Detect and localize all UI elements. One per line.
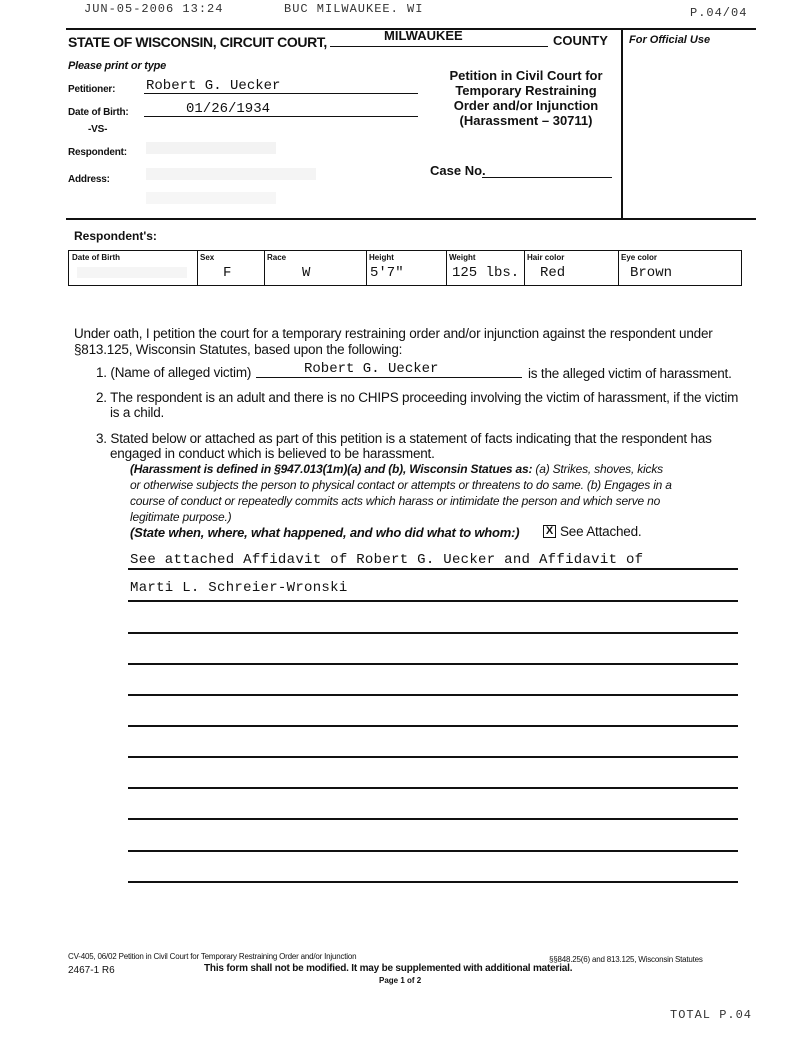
- petitioner-underline: [144, 93, 418, 94]
- definition-line3: course of conduct or repeatedly commits acts which harass or intimidate the person and which serve no: [130, 494, 661, 508]
- statement-prompt: (State when, where, what happened, and who did what to whom:): [130, 525, 520, 540]
- dob-label: Date of Birth:: [68, 107, 129, 118]
- cell-hair-color[interactable]: [524, 251, 618, 285]
- see-attached-label: See Attached.: [560, 524, 642, 539]
- intro-line2: §813.125, Wisconsin Statutes, based upon the following:: [74, 342, 403, 357]
- print-instruction: Please print or type: [68, 60, 167, 72]
- cell-weight[interactable]: [446, 251, 524, 285]
- victim-name-underline: [256, 377, 522, 378]
- county-name: MILWAUKEE: [384, 28, 463, 43]
- footer-form-id: CV-405, 06/02 Petition in Civil Court for Temporary Restraining Order and/or Injunction: [68, 952, 357, 961]
- respondent-table-heading: Respondent's:: [74, 229, 157, 243]
- footer-page-of: Page 1 of 2: [379, 976, 422, 985]
- definition-line4: legitimate purpose.): [130, 510, 232, 524]
- col-header-sex: Sex: [200, 253, 215, 262]
- height-value: 5'7": [370, 265, 404, 281]
- petitioner-label: Petitioner:: [68, 84, 116, 95]
- footer-statutes: §§848.25(6) and 813.125, Wisconsin Statutes: [549, 955, 703, 964]
- footer-form-number: 2467-1 R6: [68, 965, 115, 976]
- blank-line-8[interactable]: [128, 787, 738, 789]
- hair-color-value: Red: [540, 265, 566, 281]
- harassment-definition: [130, 461, 750, 525]
- cell-sex[interactable]: [197, 251, 264, 285]
- see-attached-checkbox[interactable]: X: [543, 525, 556, 538]
- cell-race[interactable]: [264, 251, 366, 285]
- blank-line-7[interactable]: [128, 756, 738, 758]
- county-underline: [330, 46, 548, 47]
- col-header-weight: Weight: [449, 253, 476, 262]
- sex-value: F: [223, 265, 232, 281]
- blank-line-1: [128, 568, 738, 570]
- col-header-race: Race: [267, 253, 287, 262]
- respondent-label: Respondent:: [68, 147, 127, 158]
- form-title: [441, 68, 611, 128]
- header-bottom-border: [66, 218, 756, 220]
- definition-part-a: (a) Strikes, shoves, kicks: [535, 462, 663, 476]
- form-title-line1: Petition in Civil Court for: [449, 68, 603, 83]
- blank-line-9[interactable]: [128, 818, 738, 820]
- form-title-line4: (Harassment – 30711): [459, 113, 593, 128]
- victim-name-value[interactable]: Robert G. Uecker: [304, 361, 439, 377]
- case-number-label: Case No.: [430, 163, 486, 178]
- versus-label: -VS-: [88, 124, 108, 135]
- col-header-date-of-birth: Date of Birth: [72, 253, 120, 262]
- intro-line1: Under oath, I petition the court for a temporary restraining order and/or injunction against the respondent under: [74, 326, 713, 341]
- blank-line-4[interactable]: [128, 663, 738, 665]
- address-line2-redacted: [146, 192, 276, 204]
- statement-line2[interactable]: Marti L. Schreier-Wronski: [130, 580, 348, 596]
- item2-line2: is a child.: [110, 405, 165, 420]
- blank-line-5[interactable]: [128, 694, 738, 696]
- item2-line1: 2. The respondent is an adult and there is no CHIPS proceeding involving the victim of harassment, if the victim: [96, 390, 739, 405]
- form-title-line3: Order and/or Injunction: [453, 98, 599, 113]
- fax-datetime: JUN-05-2006 13:24: [84, 2, 224, 16]
- case-number-field[interactable]: [482, 177, 612, 178]
- eye-color-value: Brown: [630, 265, 673, 281]
- race-value: W: [302, 265, 311, 281]
- form-title-line2: Temporary Restraining: [455, 83, 597, 98]
- item3-line2: engaged in conduct which is believed to be harassment.: [110, 446, 435, 461]
- address-label: Address:: [68, 174, 110, 185]
- dob-value[interactable]: 01/26/1934: [186, 101, 271, 117]
- item1-prefix: 1. (Name of alleged victim): [96, 365, 252, 380]
- col-header-eye-color: Eye color: [621, 253, 658, 262]
- blank-line-6[interactable]: [128, 725, 738, 727]
- item1-suffix: is the alleged victim of harassment.: [528, 366, 732, 381]
- weight-value: 125 lbs.: [452, 265, 520, 281]
- item3-line1: 3. Stated below or attached as part of this petition is a statement of facts indicating that the respondent has: [96, 431, 712, 446]
- address-line1-redacted: [146, 168, 316, 180]
- petitioner-value[interactable]: Robert G. Uecker: [146, 78, 281, 94]
- fax-page-number: P.04/04: [690, 6, 748, 20]
- blank-line-2: [128, 600, 738, 602]
- blank-line-10[interactable]: [128, 850, 738, 852]
- blank-line-3[interactable]: [128, 632, 738, 634]
- definition-heading: (Harassment is defined in §947.013(1m)(a) and (b), Wisconsin Statues as:: [130, 462, 533, 476]
- col-header-hair-color: Hair color: [527, 253, 565, 262]
- cell-eye-color[interactable]: [618, 251, 741, 285]
- county-label: COUNTY: [553, 33, 608, 48]
- col-header-height: Height: [369, 253, 394, 262]
- respondent-name-redacted: [146, 142, 276, 154]
- official-use-label: For Official Use: [629, 34, 711, 46]
- cell-date-of-birth[interactable]: [69, 251, 197, 285]
- dob-underline: [144, 116, 418, 117]
- cell-height[interactable]: [366, 251, 446, 285]
- official-use-divider: [621, 28, 623, 218]
- fax-sender: BUC MILWAUKEE. WI: [284, 2, 424, 16]
- blank-line-11[interactable]: [128, 881, 738, 883]
- footer-notice: This form shall not be modified. It may be supplemented with additional material.: [204, 963, 573, 974]
- definition-line2: or otherwise subjects the person to physical contact or attempts or threatens to do same. (b) Engages in a: [130, 478, 672, 492]
- respondent-table: [68, 250, 742, 286]
- fax-total-pages: TOTAL P.04: [670, 1008, 753, 1022]
- court-heading: STATE OF WISCONSIN, CIRCUIT COURT,: [68, 34, 327, 50]
- statement-line1[interactable]: See attached Affidavit of Robert G. Uecker and Affidavit of: [130, 552, 644, 568]
- dob-redacted: [77, 267, 187, 278]
